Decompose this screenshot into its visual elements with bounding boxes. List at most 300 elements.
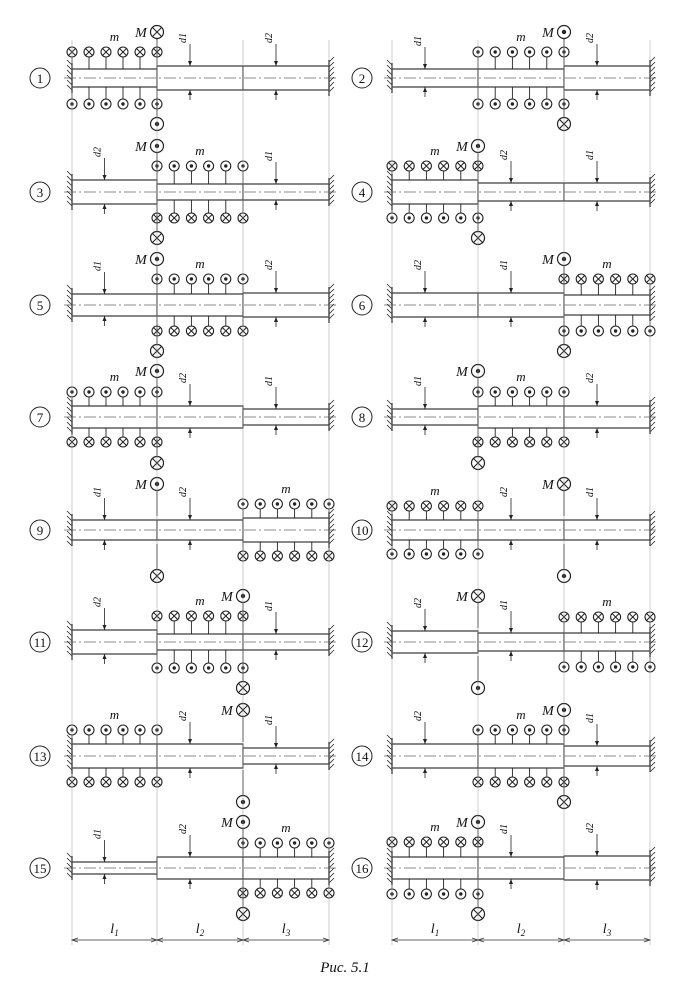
wall-hatch [387, 80, 392, 85]
diameter-arrowhead-bottom [188, 90, 192, 95]
distributed-load-top-symbol-dot [494, 390, 497, 393]
moment-label: M [456, 365, 468, 380]
moment-label: M [542, 26, 554, 41]
wall-hatch [67, 171, 72, 176]
variant-number: 2 [358, 71, 366, 86]
wall-hatch [329, 284, 334, 289]
wall-hatch [67, 636, 72, 641]
wall-hatch [329, 630, 334, 635]
wall-hatch [67, 531, 72, 536]
variant-6 [352, 253, 658, 358]
distributed-load-bottom-symbol-dot [494, 102, 497, 105]
diameter-arrowhead-top [423, 288, 427, 293]
wall-hatch [650, 521, 655, 526]
distributed-load-bottom-symbol-dot [104, 102, 107, 105]
distributed-load-bottom-symbol-dot [631, 329, 634, 332]
wall-hatch [387, 647, 392, 652]
wall-hatch [329, 195, 334, 200]
diameter-arrowhead-top [595, 401, 599, 406]
wall-hatch [650, 407, 655, 412]
wall-hatch [329, 853, 334, 858]
dimension-subscript-l1: 1 [434, 928, 440, 938]
wall-hatch [329, 62, 334, 67]
wall-hatch [650, 847, 655, 852]
wall-hatch [387, 420, 392, 425]
wall-hatch [387, 848, 392, 853]
moment-label: M [542, 253, 554, 268]
distributed-load-top-symbol-dot [173, 164, 176, 167]
wall-hatch [329, 309, 334, 314]
wall-hatch [329, 640, 334, 645]
wall-hatch [329, 625, 334, 630]
wall-hatch [67, 858, 72, 863]
diameter-label: d2 [178, 373, 189, 383]
wall-hatch [387, 652, 392, 657]
distributed-load-top-symbol-dot [545, 390, 548, 393]
diameter-label: d1 [92, 261, 104, 271]
distributed-load-top-symbol-dot [259, 841, 262, 844]
diameter-label: d1 [499, 600, 510, 610]
wall-hatch [387, 642, 392, 647]
wall-hatch [387, 622, 392, 627]
wall-hatch [329, 415, 334, 420]
dimension-subscript-l1: 1 [114, 928, 119, 938]
distributed-load-top-symbol-dot [87, 728, 90, 731]
variant-15 [30, 816, 337, 921]
wall-hatch [387, 65, 392, 70]
distributed-load-top-symbol-dot [138, 390, 141, 393]
moment-top-dot [562, 30, 566, 34]
diameter-label: d2 [264, 260, 275, 270]
distributed-load-label: m [109, 29, 120, 44]
wall-hatch [650, 306, 655, 311]
diameter-label: d1 [413, 376, 424, 386]
diameter-label: d1 [92, 487, 104, 497]
wall-hatch [387, 740, 392, 745]
distributed-load-label: m [109, 369, 120, 384]
wall-hatch [67, 290, 72, 295]
wall-hatch [650, 422, 655, 427]
distributed-load-top-symbol-dot [104, 390, 107, 393]
wall-hatch [650, 757, 655, 762]
distributed-load-top-symbol-dot [494, 50, 497, 53]
wall-hatch [67, 80, 72, 85]
dimension-subscript-l2: 2 [199, 928, 205, 938]
diameter-label: d2 [413, 260, 424, 270]
wall-hatch [67, 427, 72, 432]
distributed-load-label: m [602, 256, 612, 271]
distributed-load-top-symbol-dot [494, 728, 497, 731]
distributed-load-label: m [516, 29, 526, 44]
distributed-load-top-symbol-dot [190, 277, 193, 280]
diameter-arrowhead-bottom [509, 201, 513, 206]
diameter-arrowhead-top [274, 404, 278, 409]
distributed-load-top-symbol-dot [545, 50, 548, 53]
wall-hatch [67, 853, 72, 858]
variant-number: 11 [33, 635, 47, 650]
wall-hatch [329, 863, 334, 868]
wall-hatch [650, 624, 655, 629]
distributed-load-label: m [195, 143, 205, 158]
diameter-arrowhead-top [509, 288, 513, 293]
wall-hatch [67, 422, 72, 427]
dimension-label-l2: $l_2$ [195, 922, 205, 938]
wall-hatch [387, 536, 392, 541]
wall-hatch [650, 762, 655, 767]
moment-label: M [456, 590, 468, 605]
wall-hatch [67, 511, 72, 516]
variant-8 [352, 365, 658, 470]
variant-3 [30, 140, 337, 245]
distributed-load-top-symbol-dot [276, 841, 279, 844]
wall-hatch [650, 199, 655, 204]
wall-hatch [67, 305, 72, 310]
diameter-arrowhead-bottom [188, 879, 192, 884]
variant-13 [30, 704, 337, 809]
diameter-arrowhead-top [509, 178, 513, 183]
wall-hatch [67, 745, 72, 750]
wall-hatch [329, 405, 334, 410]
variant-number: 15 [33, 861, 47, 876]
diameter-arrowhead-top [188, 61, 192, 66]
wall-hatch [387, 425, 392, 430]
wall-hatch [387, 299, 392, 304]
diameter-arrowhead-bottom [274, 317, 278, 322]
wall-hatch [329, 289, 334, 294]
wall-hatch [650, 291, 655, 296]
wall-hatch [67, 60, 72, 65]
variant-number: 12 [355, 635, 369, 650]
wall-hatch [387, 531, 392, 536]
wall-hatch [67, 521, 72, 526]
wall-hatch [387, 632, 392, 637]
distributed-load-bottom-symbol-dot [442, 892, 445, 895]
variant-number: 13 [33, 749, 47, 764]
wall-hatch [67, 201, 72, 206]
wall-hatch [387, 410, 392, 415]
diameter-arrowhead-bottom [274, 425, 278, 430]
diameter-arrowhead-bottom [509, 651, 513, 656]
wall-hatch [650, 427, 655, 432]
distributed-load-top-symbol-dot [87, 390, 90, 393]
wall-hatch [650, 857, 655, 862]
variant-number: 1 [36, 71, 44, 86]
variant-number: 7 [36, 410, 44, 425]
wall-hatch [67, 295, 72, 300]
diameter-label: d1 [499, 824, 510, 834]
wall-hatch [650, 634, 655, 639]
moment-top [151, 26, 164, 39]
diameter-arrowhead-top [103, 625, 107, 630]
dimension-subscript-l3: 3 [606, 928, 612, 938]
diameter-arrowhead-bottom [595, 428, 599, 433]
wall-hatch [67, 863, 72, 868]
wall-hatch [329, 57, 334, 62]
distributed-load-label: m [109, 707, 120, 722]
moment-label: M [135, 365, 147, 380]
wall-hatch [650, 541, 655, 546]
diameter-arrowhead-bottom [274, 200, 278, 205]
moment-label: M [135, 26, 147, 41]
wall-hatch [387, 745, 392, 750]
wall-hatch [329, 873, 334, 878]
wall-hatch [387, 70, 392, 75]
diameter-arrowhead-top [274, 61, 278, 66]
distributed-load-label: m [195, 256, 205, 271]
diameter-arrowhead-bottom [188, 428, 192, 433]
distributed-load-bottom-symbol-dot [528, 102, 531, 105]
distributed-load-bottom-symbol-dot [190, 666, 193, 669]
wall-hatch [67, 646, 72, 651]
diameter-arrowhead-bottom [595, 90, 599, 95]
diameter-arrowhead-top [423, 404, 427, 409]
wall-hatch [650, 877, 655, 882]
dimension-subscript-l3: 3 [285, 928, 291, 938]
moment-label: M [135, 140, 147, 155]
distributed-load-bottom-symbol-dot [545, 102, 548, 105]
wall-hatch [67, 760, 72, 765]
distributed-load-label: m [516, 369, 526, 384]
wall-hatch [329, 82, 334, 87]
wall-hatch [387, 294, 392, 299]
diameter-arrowhead-top [103, 175, 107, 180]
dimension-label-l1: $l_1$ [110, 922, 119, 938]
wall-hatch [329, 299, 334, 304]
wall-hatch [67, 407, 72, 412]
distributed-load-bottom-symbol-dot [425, 892, 428, 895]
wall-hatch [67, 75, 72, 80]
dimension-label-l3: $l_3$ [602, 922, 612, 938]
wall-hatch [329, 72, 334, 77]
distributed-load-top-symbol-dot [545, 728, 548, 731]
distributed-load-label: m [281, 820, 291, 835]
diameter-arrowhead-bottom [103, 540, 107, 545]
wall-hatch [67, 750, 72, 755]
wall-hatch [650, 311, 655, 316]
diameter-label: d1 [499, 260, 510, 270]
diameter-arrowhead-bottom [274, 90, 278, 95]
wall-hatch [67, 181, 72, 186]
moment-label: M [135, 478, 147, 493]
wall-hatch [67, 397, 72, 402]
diameter-arrowhead-top [595, 515, 599, 520]
wall-hatch [650, 872, 655, 877]
diameter-arrowhead-bottom [423, 425, 427, 430]
wall-hatch [387, 289, 392, 294]
diameter-arrowhead-bottom [103, 654, 107, 659]
moment-top [558, 26, 571, 39]
diameter-label: d1 [585, 487, 596, 497]
diameter-label: d2 [264, 33, 275, 43]
variant-number: 6 [358, 298, 366, 313]
distributed-load-label: m [195, 593, 205, 608]
wall-hatch [329, 425, 334, 430]
wall-hatch [329, 754, 334, 759]
wall-hatch [387, 853, 392, 858]
moment-label: M [542, 478, 554, 493]
wall-hatch [67, 85, 72, 90]
wall-hatch [387, 541, 392, 546]
diameter-label: d2 [413, 598, 424, 608]
wall-hatch [387, 521, 392, 526]
distributed-load-top-symbol-dot [207, 164, 210, 167]
moment-label: M [456, 816, 468, 831]
diameter-arrowhead-top [188, 739, 192, 744]
wall-hatch [650, 629, 655, 634]
diameter-arrowhead-bottom [423, 768, 427, 773]
wall-hatch [650, 316, 655, 321]
diameter-arrowhead-top [188, 515, 192, 520]
wall-hatch [650, 767, 655, 772]
distributed-load-top-symbol-dot [293, 502, 296, 505]
variant-10 [352, 478, 658, 583]
wall-hatch [329, 759, 334, 764]
distributed-load-top-symbol-dot [224, 164, 227, 167]
distributed-load-top-symbol-dot [259, 502, 262, 505]
variant-12 [352, 590, 658, 695]
wall-hatch [67, 417, 72, 422]
distributed-load-top-symbol-dot [528, 728, 531, 731]
diameter-arrowhead-bottom [103, 874, 107, 879]
distributed-load-label: m [281, 481, 291, 496]
variant-7 [30, 365, 337, 470]
distributed-load-bottom-symbol-dot [597, 329, 600, 332]
diameter-arrowhead-top [188, 401, 192, 406]
diameter-label: d2 [585, 373, 596, 383]
distributed-load-bottom-symbol-dot [614, 665, 617, 668]
wall-hatch [67, 631, 72, 636]
wall-hatch [387, 627, 392, 632]
diameter-arrowhead-bottom [103, 204, 107, 209]
diameter-label: d1 [413, 36, 424, 46]
distributed-load-bottom-symbol-dot [138, 102, 141, 105]
wall-hatch [67, 868, 72, 873]
distributed-load-top-symbol-dot [528, 50, 531, 53]
wall-hatch [387, 284, 392, 289]
wall-hatch [650, 412, 655, 417]
distributed-load-bottom-symbol-dot [459, 552, 462, 555]
wall-hatch [329, 878, 334, 883]
distributed-load-bottom-symbol-dot [173, 666, 176, 669]
wall-hatch [67, 196, 72, 201]
wall-hatch [387, 863, 392, 868]
distributed-load-bottom-symbol-dot [425, 552, 428, 555]
moment-label: M [542, 704, 554, 719]
diameter-arrowhead-top [595, 741, 599, 746]
wall-hatch [67, 626, 72, 631]
wall-hatch [67, 70, 72, 75]
wall-hatch [650, 516, 655, 521]
diameter-arrowhead-bottom [595, 766, 599, 771]
distributed-load-top-symbol-dot [121, 390, 124, 393]
diameter-arrowhead-top [274, 288, 278, 293]
wall-hatch [387, 75, 392, 80]
wall-hatch [387, 415, 392, 420]
distributed-load-bottom-symbol-dot [408, 216, 411, 219]
wall-hatch [329, 294, 334, 299]
diameter-arrowhead-bottom [423, 317, 427, 322]
distributed-load-bottom-symbol-dot [87, 102, 90, 105]
wall-hatch [650, 747, 655, 752]
distributed-load-top-symbol-dot [310, 502, 313, 505]
distributed-load-bottom-symbol-dot [442, 552, 445, 555]
distributed-load-top-symbol-dot [528, 390, 531, 393]
wall-hatch [67, 740, 72, 745]
distributed-load-bottom-symbol-dot [442, 216, 445, 219]
distributed-load-bottom-symbol-dot [121, 102, 124, 105]
wall-hatch [329, 519, 334, 524]
variant-11 [30, 590, 337, 695]
wall-hatch [650, 536, 655, 541]
diameter-label: d2 [499, 150, 510, 160]
dimension-subscript-l2: 2 [520, 928, 526, 938]
distributed-load-label: m [430, 819, 440, 834]
distributed-load-top-symbol-dot [224, 277, 227, 280]
wall-hatch [387, 735, 392, 740]
variant-4 [352, 140, 658, 245]
distributed-load-bottom-symbol-dot [459, 892, 462, 895]
diameter-arrowhead-bottom [188, 540, 192, 545]
variant-2 [352, 26, 658, 131]
wall-hatch [329, 749, 334, 754]
wall-hatch [387, 309, 392, 314]
wall-hatch [387, 405, 392, 410]
wall-hatch [329, 190, 334, 195]
moment-label: M [221, 590, 233, 605]
variant-number: 16 [355, 861, 369, 876]
diameter-arrowhead-bottom [509, 879, 513, 884]
diameter-arrowhead-bottom [595, 880, 599, 885]
wall-hatch [67, 516, 72, 521]
wall-hatch [329, 314, 334, 319]
wall-hatch [650, 417, 655, 422]
diameter-arrowhead-top [595, 851, 599, 856]
wall-hatch [650, 649, 655, 654]
variant-14 [352, 704, 658, 809]
distributed-load-top-symbol-dot [190, 164, 193, 167]
wall-hatch [650, 174, 655, 179]
wall-hatch [387, 85, 392, 90]
wall-hatch [387, 516, 392, 521]
wall-hatch [650, 87, 655, 92]
wall-hatch [67, 300, 72, 305]
distributed-load-bottom-symbol-dot [224, 666, 227, 669]
wall-hatch [650, 402, 655, 407]
diameter-label: d1 [92, 829, 104, 839]
diameter-arrowhead-top [423, 64, 427, 69]
moment-label: M [221, 816, 233, 831]
diameter-arrowhead-bottom [509, 317, 513, 322]
wall-hatch [67, 176, 72, 181]
distributed-load-bottom-symbol-dot [207, 666, 210, 669]
wall-hatch [67, 285, 72, 290]
wall-hatch [387, 201, 392, 206]
wall-hatch [650, 531, 655, 536]
wall-hatch [67, 735, 72, 740]
wall-hatch [387, 868, 392, 873]
wall-hatch [329, 848, 334, 853]
wall-hatch [650, 862, 655, 867]
distributed-load-label: m [430, 143, 440, 158]
distributed-load-bottom-symbol-dot [631, 665, 634, 668]
wall-hatch [67, 873, 72, 878]
diameter-arrowhead-top [274, 629, 278, 634]
diameter-arrowhead-bottom [595, 201, 599, 206]
diameter-label: d2 [413, 711, 424, 721]
moment-label: M [135, 253, 147, 268]
distributed-load-bottom-symbol-dot [511, 102, 514, 105]
wall-hatch [67, 402, 72, 407]
